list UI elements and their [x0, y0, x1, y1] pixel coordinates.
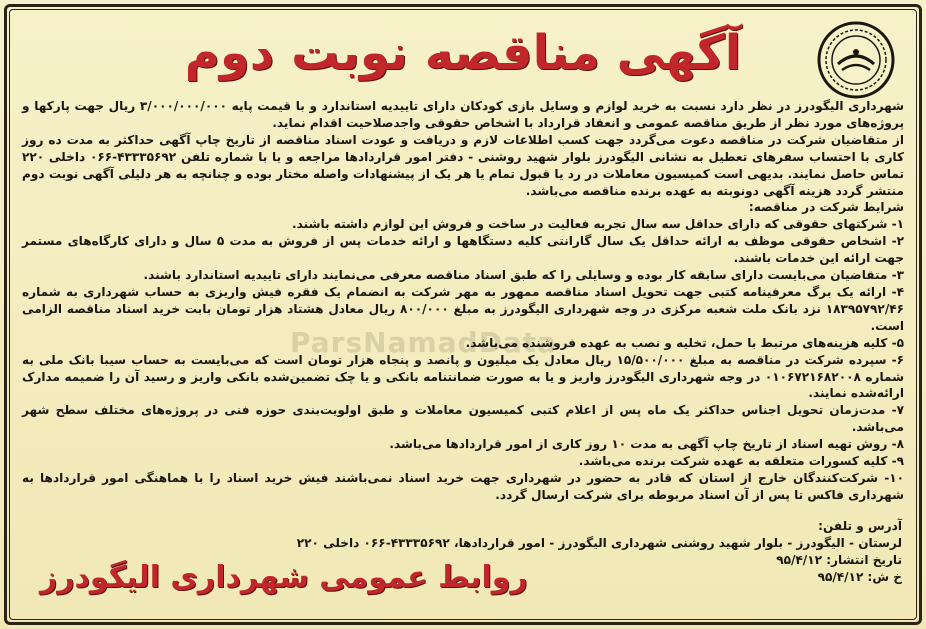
ad-body	[22, 98, 904, 504]
condition-item: ۱- شرکتهای حقوقی که دارای حداقل سه سال تجربه فعالیت در ساخت و فروش این لوازم داشته باشند.	[292, 217, 904, 232]
condition-item: ۵- کلیه هزینه‌های مرتبط با حمل، تخلیه و نصب به عهده فروشنده می‌باشد.	[465, 335, 904, 350]
watermark: ParsNamadData	[290, 326, 557, 359]
condition-item: ۳- متقاضیان می‌بایست دارای سابقه کار بوده و وسایلی را که طبق اسناد مناقصه معرفی می‌نمایند دارای تاییدیه استاندارد باشند.	[143, 268, 904, 283]
public-relations-signature: روابط عمومی شهرداری الیگودرز	[40, 560, 528, 595]
address-line: لرستان - الیگودرز - بلوار شهید روشنی شهرداری الیگودرز - امور قراردادها، ۴۳۳۳۵۶۹۲-۰۶۶ داخلی ۲۲۰	[296, 535, 902, 550]
condition-item: ۱۰- شرکت‌کنندگان خارج از استان که قادر به حضور در شهرداری جهت خرید اسناد نمی‌باشند فیش خرید اسناد را با هماهنگی امور قراردادها به شهرداری فاکس تا پس از آن اسناد مربوطه برای شرکت ارسال گردد.	[22, 470, 904, 502]
condition-item: ۷- مدت‌زمان تحویل اجناس حداکثر یک ماه پس از اعلام کتبی کمیسیون معاملات و طبق اولویت‌بندی حوزه فنی در پروژه‌های مختلف سطح شهر می‌باشد.	[22, 403, 904, 435]
conditions-heading: شرایط شرکت در مناقصه:	[748, 200, 904, 215]
reference-code: خ ش: ۹۵/۴/۱۲	[817, 569, 902, 584]
condition-item: ۴- ارائه یک برگ معرفینامه کتبی جهت تحویل اسناد مناقصه ممهور به مهر شرکت به انضمام یک فقره فیش واریزی به حساب شهرداری به شماره ۱۸۳۹۵۷۹۲/۴۶ نزد بانک ملت شعبه مرکزی در وجه شهرداری الیگودرز به مبلغ ۸۰۰/۰۰۰ ریال معادل هشتاد هزار تومان بابت خرید اسناد مناقصه الزامی است.	[22, 284, 904, 333]
paragraph-intro: شهرداری الیگودرز در نظر دارد نسبت به خرید لوازم و وسایل بازی کودکان دارای تاییدیه استاندارد و با قیمت پایه ۳/۰۰۰/۰۰۰/۰۰۰ ریال جهت پارکها و پروژه‌های مورد نظر از طریق مناقصه عمومی و انعقاد قرارداد با اشخاص حقوقی واجدصلاحیت اقدام نماید.	[22, 99, 904, 130]
address-heading: آدرس و تلفن:	[818, 519, 902, 533]
paragraph-invitation: از متقاضیان شرکت در مناقصه دعوت می‌گردد جهت کسب اطلاعات لازم و دریافت و عودت اسناد مناقصه از تاریخ چاپ آگهی حداکثر به مدت ده روز کاری با احتساب سفرهای تعطیل به نشانی الیگودرز بلوار شهید روشنی - دفتر امور قراردادها مراجعه و یا با شماره تلفن ۴۳۳۳۵۶۹۲-۰۶۶ داخلی ۲۲۰ تماس حاصل نمایند. بدیهی است کمیسیون معاملات در رد یا قبول تمام یا هر یک از پیشنهادات واصله مختار بوده و چنانچه به هر دلیلی آگهی نوبت دوم منتشر گردد هزینه آگهی دونوبته به عهده برنده مناقصه می‌باشد.	[22, 132, 904, 198]
page-title: آگهی مناقصه نوبت دوم	[184, 25, 742, 81]
condition-item: ۸- روش تهیه اسناد از تاریخ چاپ آگهی به مدت ۱۰ روز کاری از امور قراردادها می‌باشد.	[389, 437, 904, 452]
publish-date: تاریخ انتشار: ۹۵/۴/۱۲	[776, 552, 902, 567]
condition-item: ۶- سپرده شرکت در مناقصه به مبلغ ۱۵/۵۰۰/۰۰۰ ریال معادل یک میلیون و پانصد و پنجاه هزار تومان است که می‌بایست به حساب سیبا بانک ملی به شماره ۰۱۰۶۷۲۱۶۸۲۰۰۸ در وجه شهرداری الیگودرز واریز و یا به صورت ضمانتنامه بانکی و یا چک تضمین‌شده بانکی واریز و رسید آن را ضمیمه مدارک ارائه‌شده نمایند.	[22, 352, 904, 401]
municipality-seal-icon	[816, 20, 896, 100]
condition-item: ۹- کلیه کسورات متعلقه به عهده شرکت برنده می‌باشد.	[578, 454, 904, 469]
condition-item: ۲- اشخاص حقوقی موظف به ارائه حداقل یک سال گارانتی کلیه دستگاهها و ارائه خدمات پس از فروش به مدت ۵ سال و دارای کارگاه‌های مستمر جهت ارائه این خدمات باشند.	[22, 234, 904, 266]
